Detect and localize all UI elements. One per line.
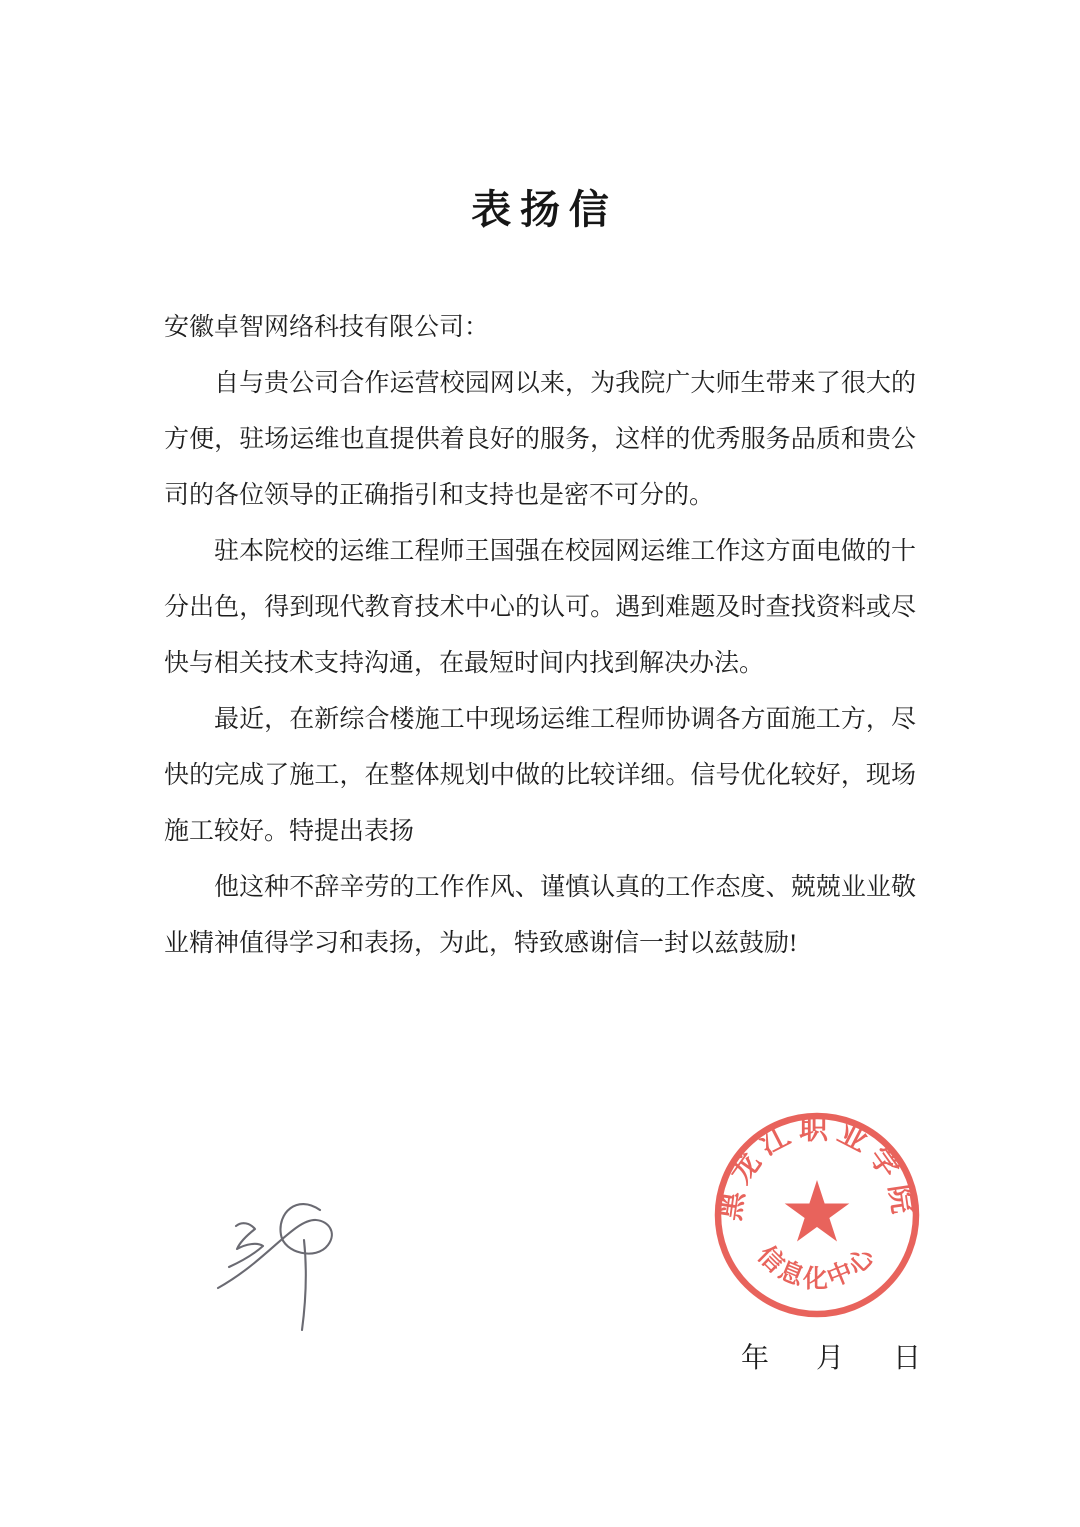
letter-body	[164, 300, 916, 972]
star-icon	[785, 1180, 850, 1242]
date-year-label: 年	[741, 1343, 770, 1374]
seal-bottom-text: 信息化中心	[752, 1241, 882, 1294]
handwritten-signature	[180, 1180, 400, 1340]
date-month-label: 月	[816, 1343, 845, 1374]
page-title: 表扬信	[471, 187, 618, 232]
paragraph-1: 自与贵公司合作运营校园网以来，为我院广大师生带来了很大的方便，驻场运维也直提供着良好的服务，这样的优秀服务品质和贵公司的各位领导的正确指引和支持也是密不可分的。	[164, 370, 916, 509]
date-day-label: 日	[893, 1343, 922, 1374]
paragraph-3: 最近，在新综合楼施工中现场运维工程师协调各方面施工方，尽快的完成了施工，在整体规划中做的比较详细。信号优化较好，现场施工较好。特提出表扬	[164, 706, 916, 845]
signature-stroke-loop	[218, 1204, 332, 1288]
date-line	[0, 1336, 1080, 1376]
paragraph-2: 驻本院校的运维工程师王国强在校园网运维工作这方面电做的十分出色，得到现代教育技术中心的认可。遇到难题及时查找资料或尽快与相关技术支持沟通，在最短时间内找到解决办法。	[164, 538, 916, 677]
official-seal	[711, 1109, 923, 1321]
paragraph-4: 他这种不辞辛劳的工作作风、谨慎认真的工作态度、兢兢业业敬业精神值得学习和表扬，为此，特致感谢信一封以兹鼓励!	[164, 874, 916, 957]
seal-top-text: 黑龙江职业学院	[714, 1113, 920, 1223]
salutation: 安徽卓智网络科技有限公司：	[164, 314, 490, 341]
